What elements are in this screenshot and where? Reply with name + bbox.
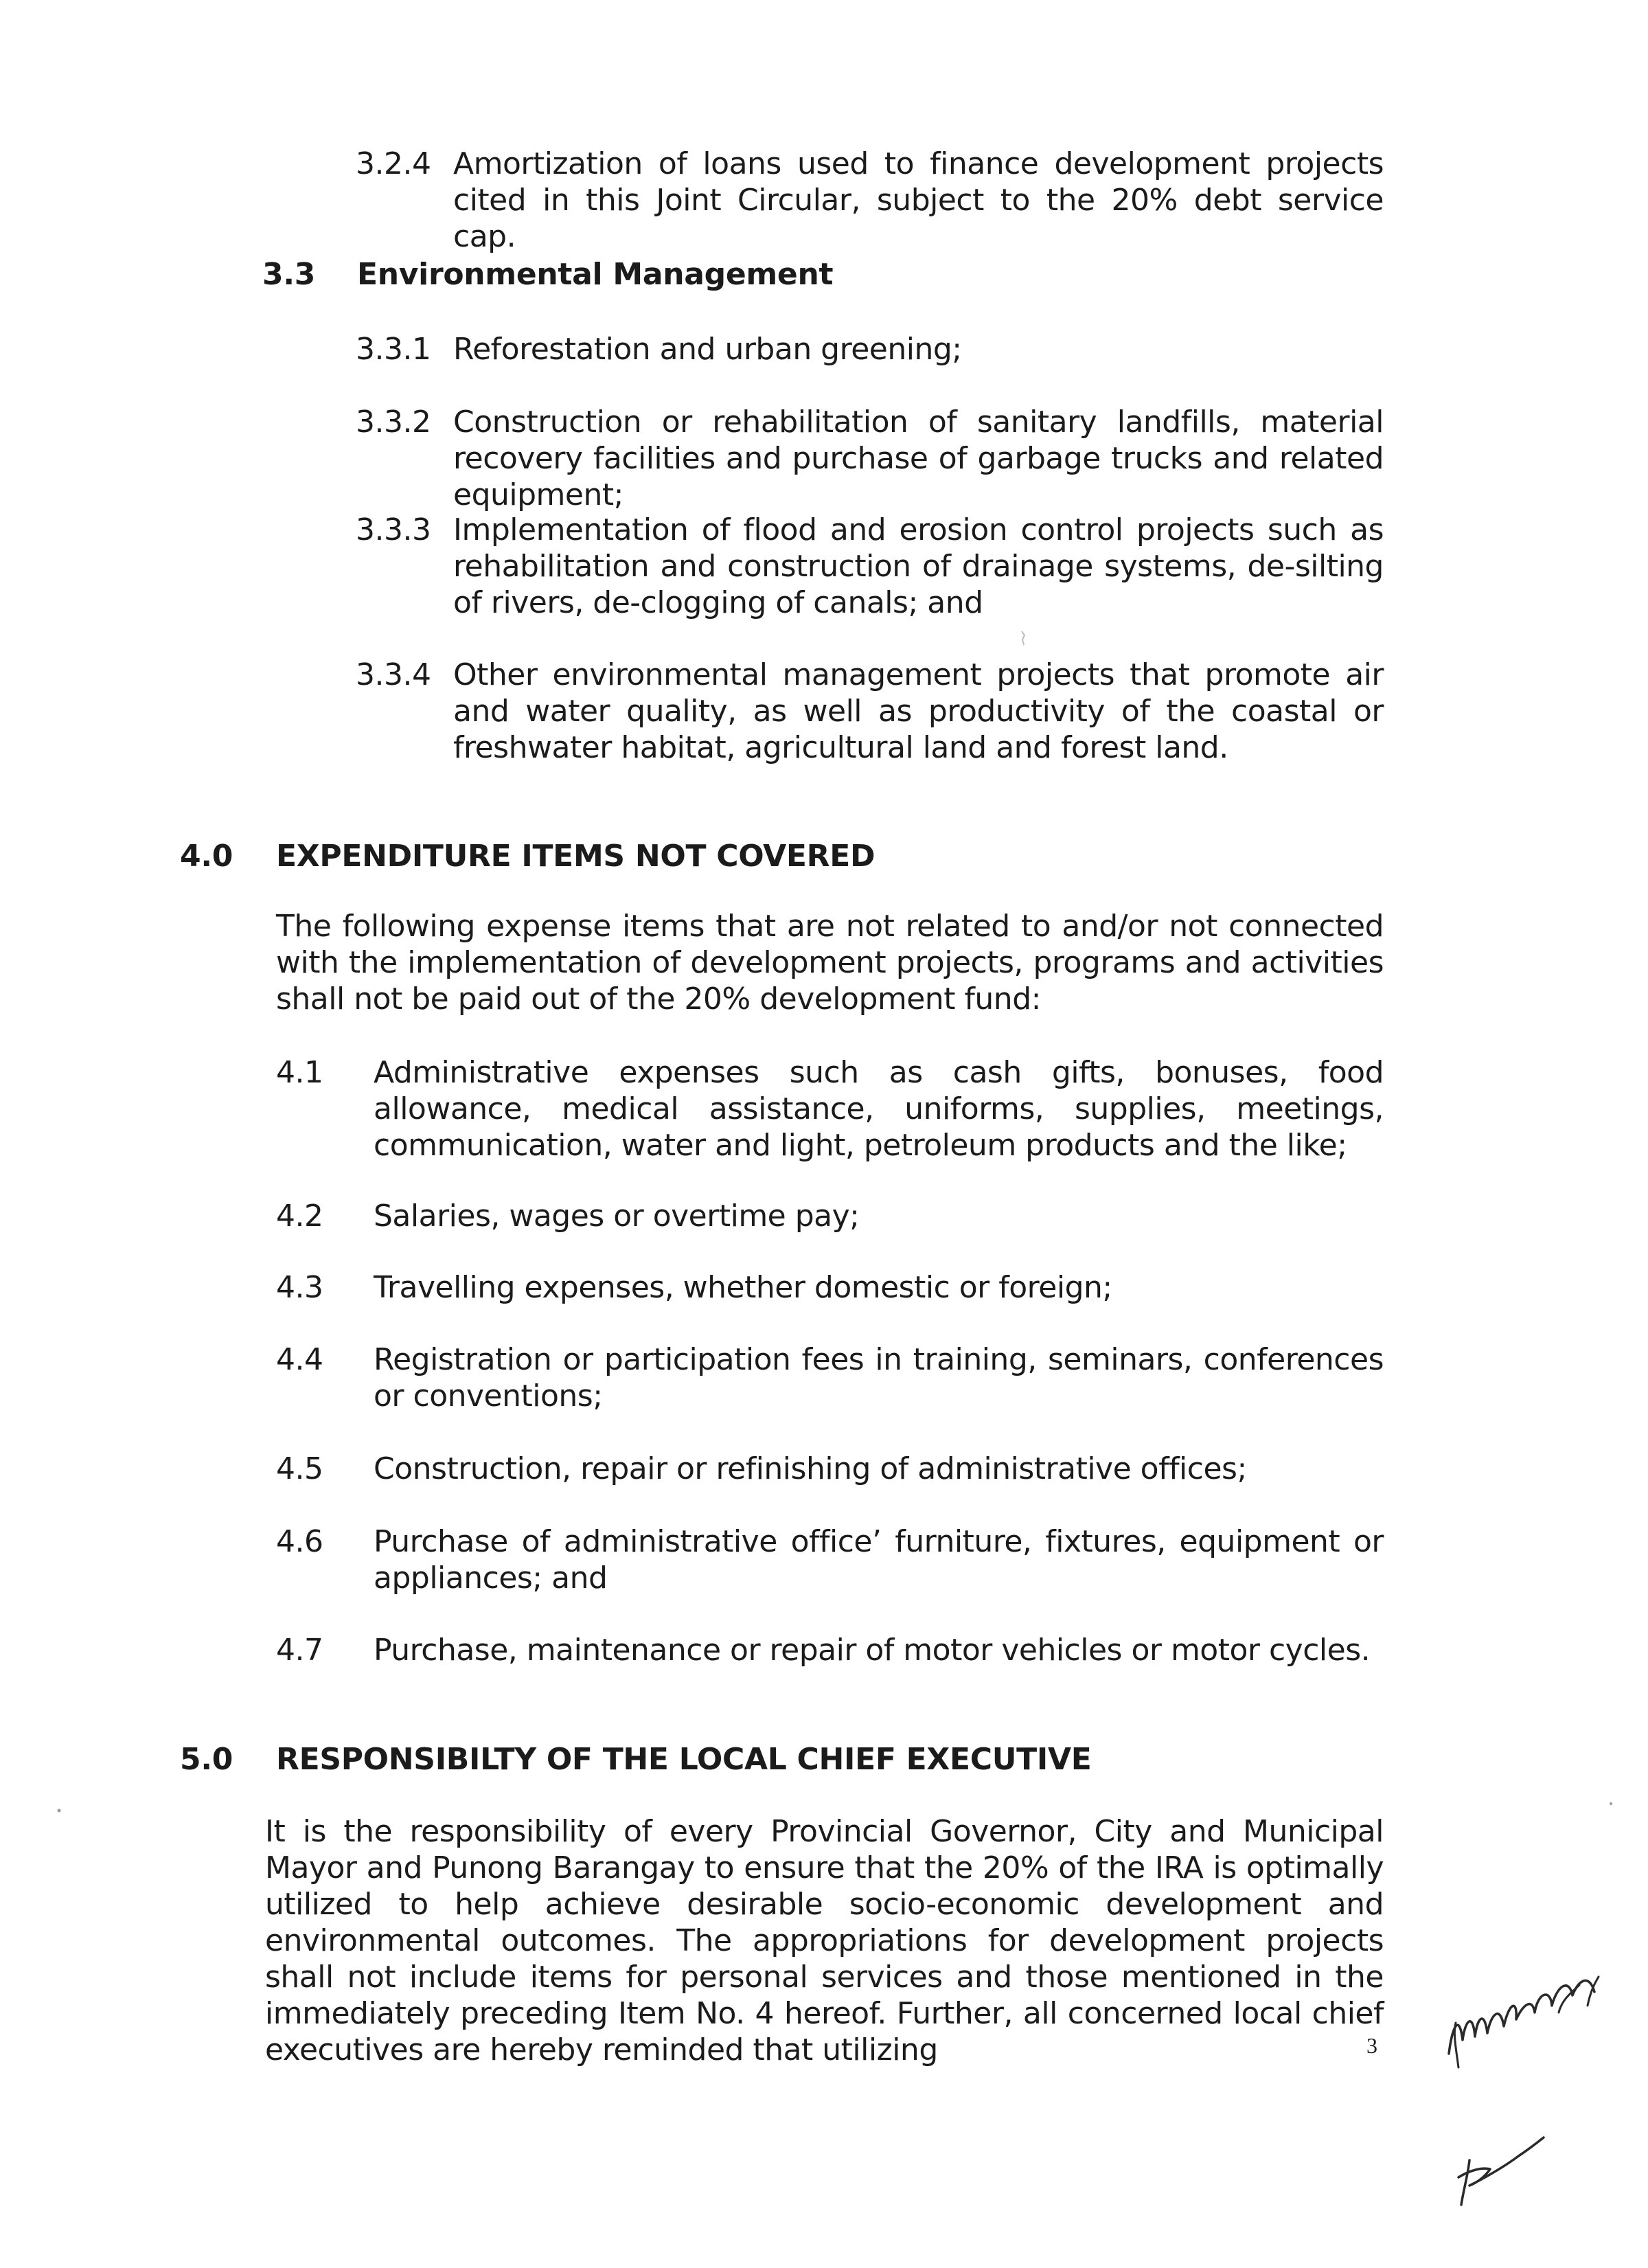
section-body: It is the responsibility of every Provincial Governor, City and Municipal Mayor and Punong Barangay to ensure that the 20% of the IRA is optimally utilized to help achieve desirable socio-economic development and environmental outcomes. The appropriations for development projects shall not include items for personal services and those mentioned in the immediately preceding Item No. 4 hereof. Further, all concerned local chief executives are hereby reminded that utilizing (265, 1814, 1384, 2067)
section-number: 5.0 (180, 1742, 233, 1777)
item-text: Salaries, wages or overtime pay; (374, 1199, 860, 1234)
page-number: 3 (1366, 2033, 1377, 2058)
section-title: RESPONSIBILTY OF THE LOCAL CHIEF EXECUTIVE (276, 1742, 1092, 1777)
item-text: Purchase of administrative office’ furniture, fixtures, equipment or appliances; and (374, 1524, 1384, 1596)
item-number: 3.3.3 (356, 512, 431, 547)
item-number: 4.2 (276, 1199, 323, 1234)
item-number: 3.3.4 (356, 657, 431, 692)
item-number: 4.1 (276, 1055, 323, 1090)
section-intro: The following expense items that are not related to and/or not connected with the implementation of development projects, programs and activities shall not be paid out of the 20% development fund: (276, 909, 1384, 1017)
item-text: Construction or rehabilitation of sanitary landfills, material recovery facilities and purchase of garbage trucks and related equipment; (453, 405, 1384, 512)
item-text: Registration or participation fees in training, seminars, conferences or conventions; (374, 1342, 1384, 1414)
item-text: Implementation of flood and erosion control projects such as rehabilitation and construction of drainage systems, de-silting of rivers, de-clogging of canals; and (453, 512, 1384, 620)
handwritten-initials-signature (1435, 1964, 1614, 2088)
item-number: 4.3 (276, 1270, 323, 1305)
item-text: Construction, repair or refinishing of administrative offices; (374, 1451, 1247, 1486)
item-text: Travelling expenses, whether domestic or foreign; (374, 1270, 1112, 1305)
scan-speck (1607, 1800, 1615, 1808)
item-number: 3.3.2 (356, 405, 431, 440)
section-title: Environmental Management (357, 257, 834, 292)
item-text: Purchase, maintenance or repair of motor vehicles or motor cycles. (374, 1633, 1371, 1668)
item-number: 3.2.4 (356, 146, 431, 181)
handwritten-initial-mark (1449, 2129, 1552, 2219)
item-text: Reforestation and urban greening; (453, 332, 962, 367)
item-number: 3.3.1 (356, 332, 431, 367)
item-text: Other environmental management projects that promote air and water quality, as well as productivity of the coastal or freshwater habitat, agricultural land and forest land. (453, 657, 1384, 765)
section-number: 4.0 (180, 839, 233, 874)
scan-speck (1016, 628, 1030, 649)
item-text: Amortization of loans used to finance development projects cited in this Joint Circular, subject to the 20% debt service cap. (453, 146, 1384, 254)
section-number: 3.3 (262, 257, 316, 292)
item-number: 4.4 (276, 1342, 323, 1377)
item-number: 4.6 (276, 1524, 323, 1559)
item-number: 4.5 (276, 1451, 323, 1486)
scan-speck (55, 1806, 63, 1815)
section-title: EXPENDITURE ITEMS NOT COVERED (276, 839, 876, 874)
item-text: Administrative expenses such as cash gifts, bonuses, food allowance, medical assistance, uniforms, supplies, meetings, communication, water and light, petroleum products and the like; (374, 1055, 1384, 1163)
item-number: 4.7 (276, 1633, 323, 1668)
